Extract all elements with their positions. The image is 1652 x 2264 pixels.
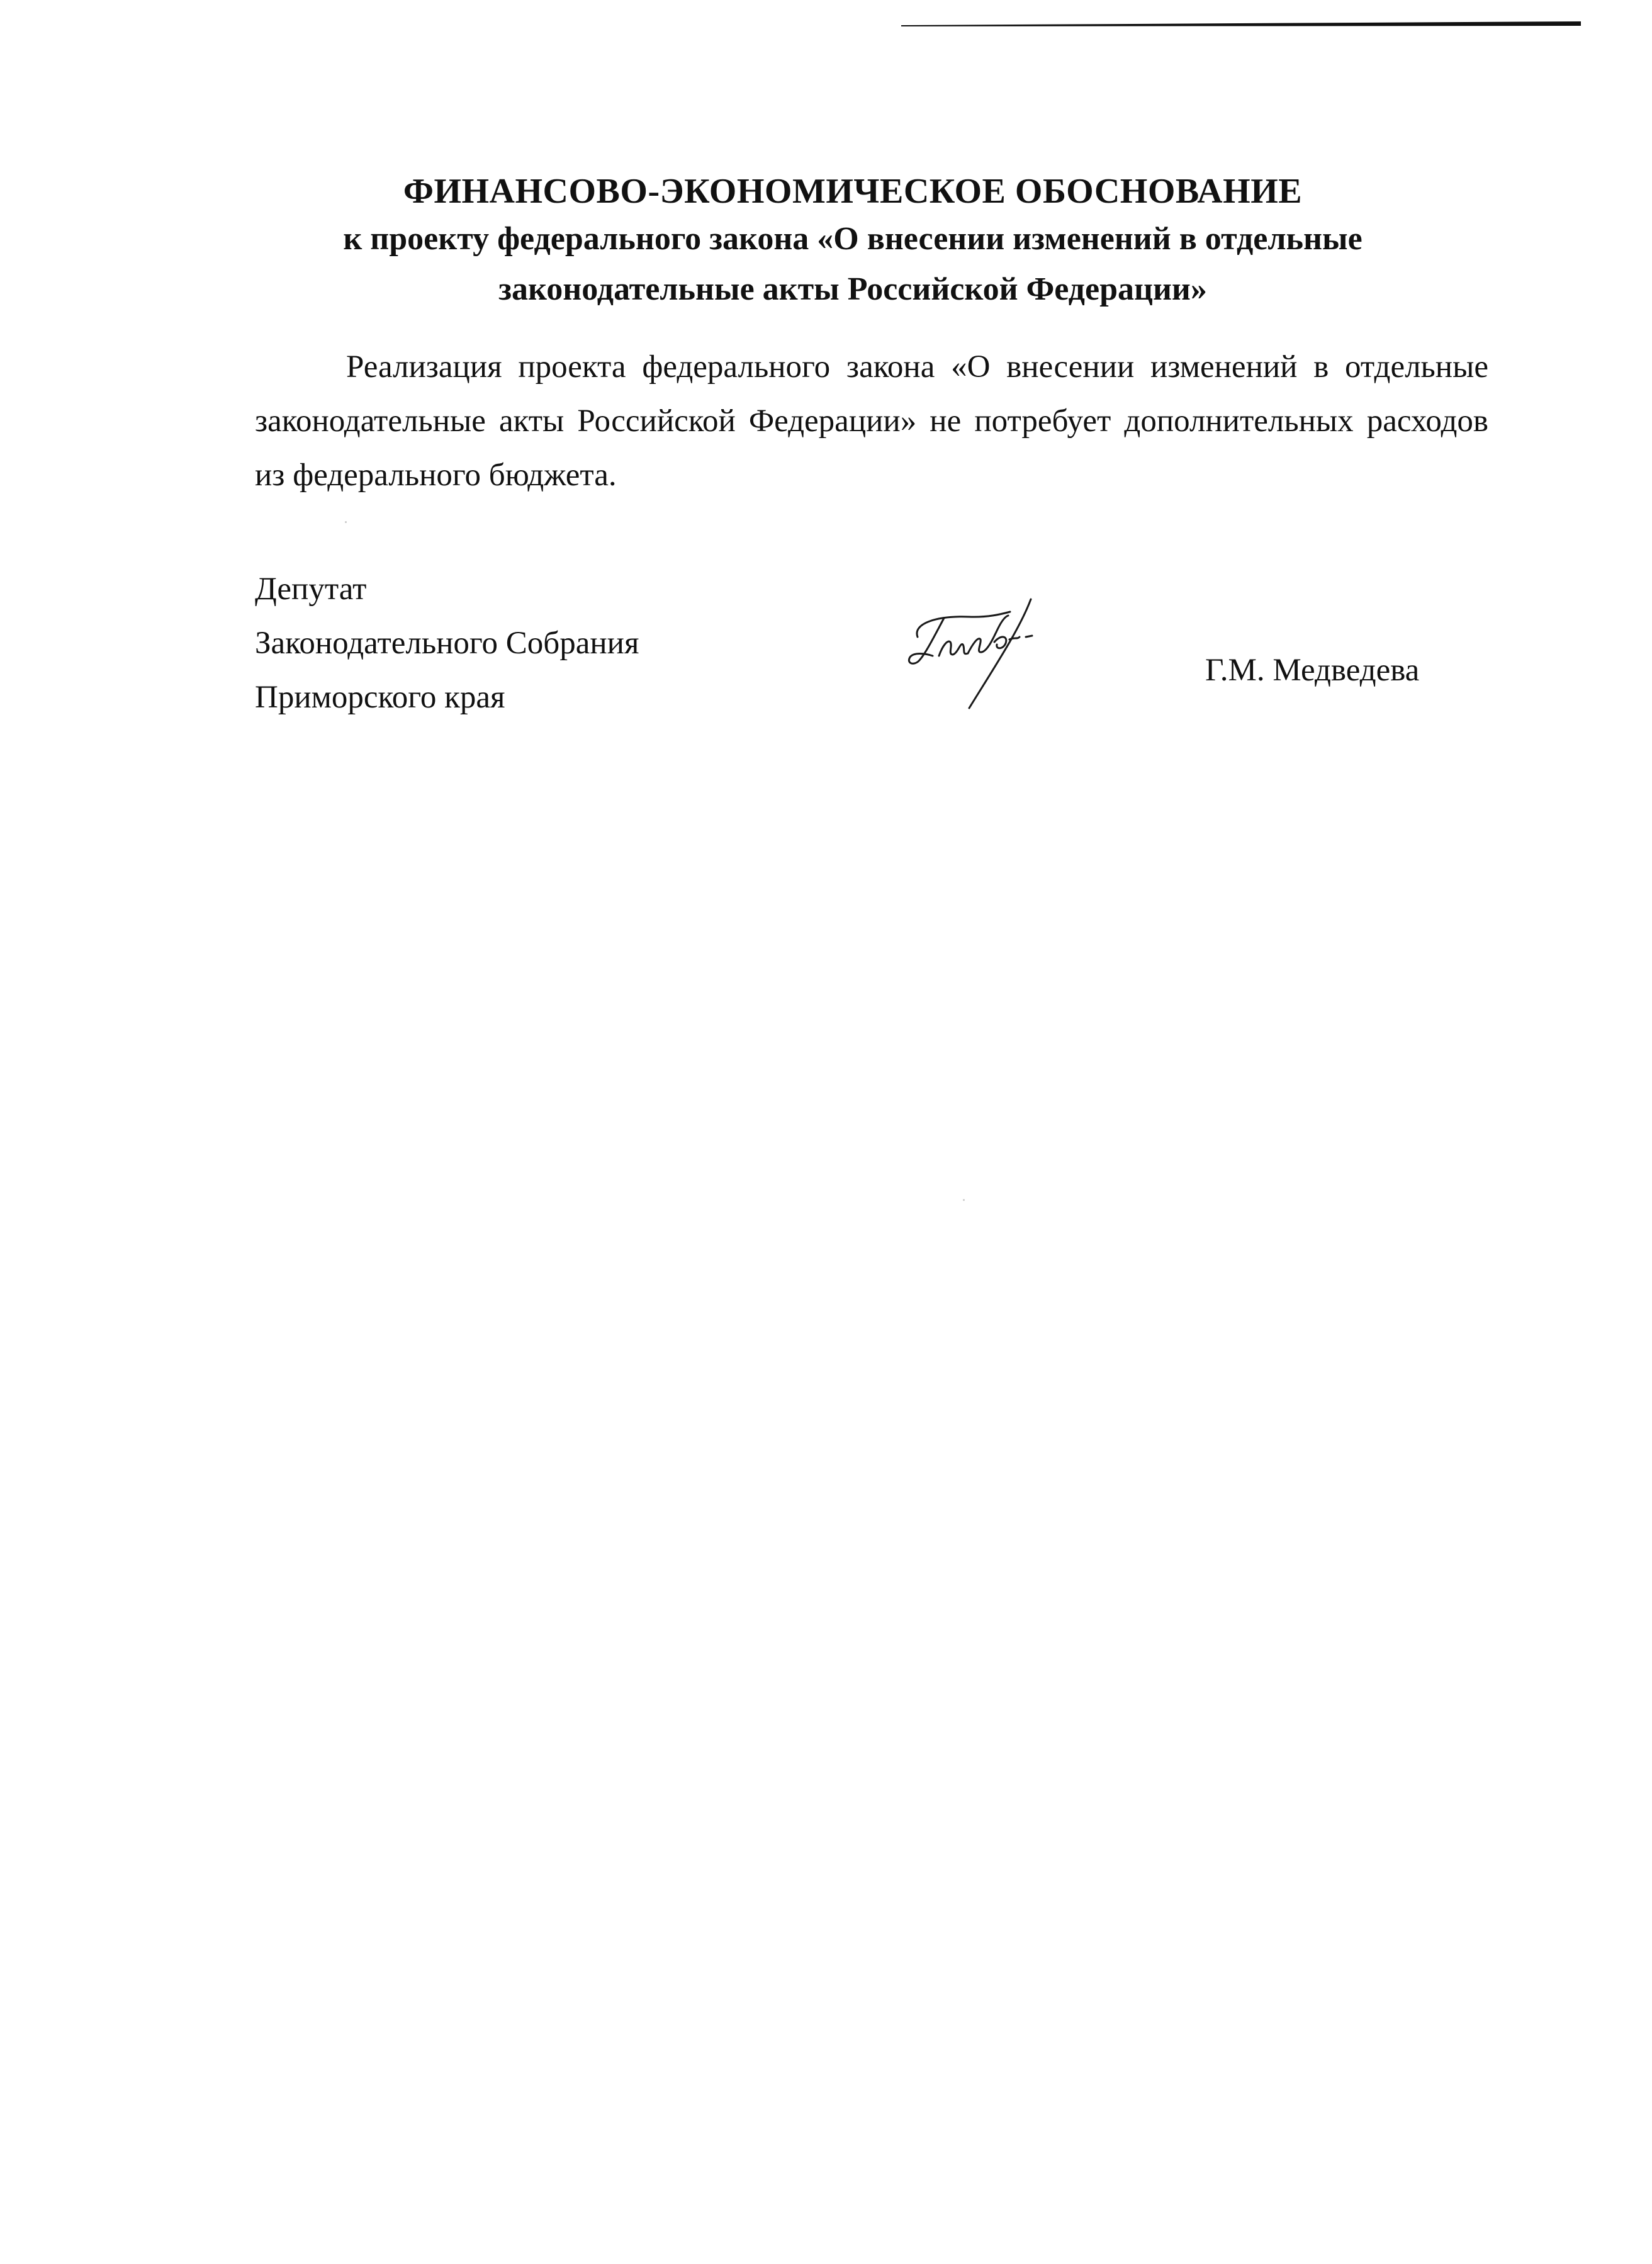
signatory-position-line-3: Приморского края [255, 680, 505, 715]
scan-speck [963, 1199, 965, 1201]
scan-speck [345, 521, 347, 523]
document-subtitle-line-2: законодательные акты Российской Федерации» [498, 271, 1207, 307]
document-header [239, 169, 1466, 315]
scan-edge-line [901, 19, 1581, 28]
document-subtitle-line-1: к проекту федерального закона «О внесении изменений в отдельные [343, 221, 1363, 257]
signatory-name: Г.М. Медведева [1205, 653, 1420, 688]
handwritten-signature [900, 598, 1076, 711]
document-title: ФИНАНСОВО-ЭКОНОМИЧЕСКОЕ ОБОСНОВАНИЕ [403, 172, 1303, 211]
signatory-position [255, 562, 639, 724]
signatory-position-line-2: Законодательного Собрания [255, 626, 639, 661]
body-paragraph: Реализация проекта федерального закона «О внесении изменений в отдельные законодательные акты Российской Федерации» не потребует дополнительных расходов из федерального бюджета. [255, 349, 1488, 493]
signatory-position-line-1: Депутат [255, 572, 367, 607]
